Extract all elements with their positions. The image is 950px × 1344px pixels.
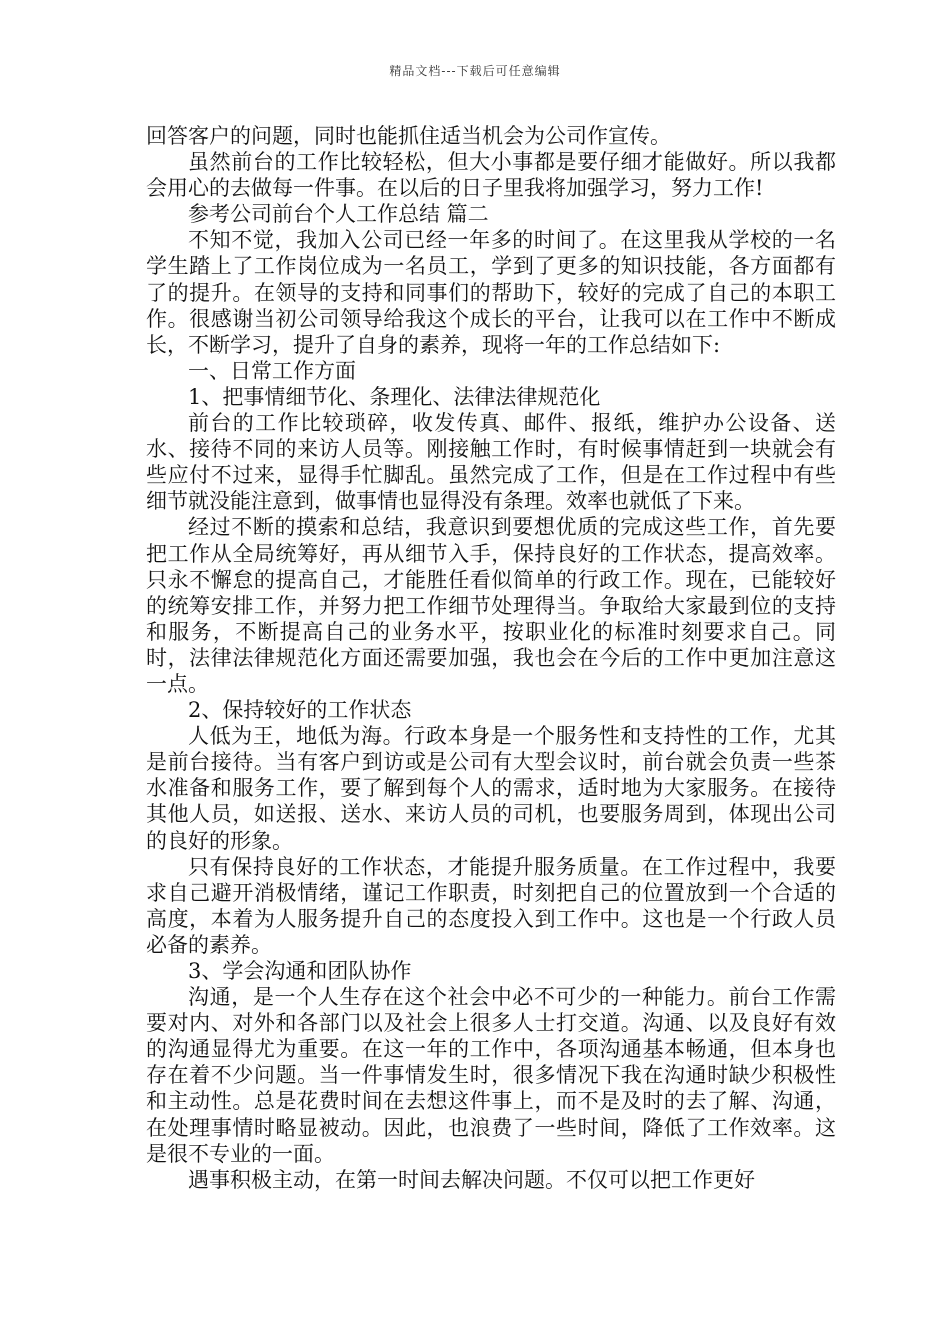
page-header: 精品文档---下载后可任意编辑: [389, 64, 561, 78]
paragraph-continuation: 回答客户的问题，同时也能抓住适当机会为公司作宣传。: [146, 124, 671, 148]
paragraph: 只有保持良好的工作状态，才能提升服务质量。在工作过程中，我要求自己避开消极情绪，谨记工作职责，时刻把自己的位置放到一个合适的高度，本着为人服务提升自己的态度投入到工作中。这也是一个行政人员必备的素养。: [146, 854, 836, 957]
paragraph: 虽然前台的工作比较轻松，但大小事都是要仔细才能做好。所以我都会用心的去做每一件事。在以后的日子里我将加强学习，努力工作!: [146, 150, 836, 201]
paragraph: 人低为王，地低为海。行政本身是一个服务性和支持性的工作，尤其是前台接待。当有客户到访或是公司有大型会议时，前台就会负责一些茶水准备和服务工作，要了解到每个人的需求，适时地为大家服务。在接待其他人员，如送报、送水、来访人员的司机，也要服务周到，体现出公司的良好的形象。: [146, 724, 836, 853]
document-body: [146, 123, 836, 1193]
paragraph: 遇事积极主动，在第一时间去解决问题。不仅可以把工作更好: [188, 1167, 755, 1192]
subsection-heading: 1、把事情细节化、条理化、法律法律规范化: [188, 384, 601, 409]
subsection-heading: 3、学会沟通和团队协作: [188, 959, 412, 983]
paragraph: 沟通，是一个人生存在这个社会中必不可少的一种能力。前台工作需要对内、对外和各部门以及社会上很多人士打交道。沟通、以及良好有效的沟通显得尤为重要。在这一年的工作中，各项沟通基本畅通，但本身也存在着不少问题。当一件事情发生时，很多情况下我在沟通时缺少积极性和主动性。总是花费时间在去想这件事上，而不是及时的去了解、沟通，在处理事情时略显被动。因此，也浪费了一些时间，降低了工作效率。这是很不专业的一面。: [146, 985, 836, 1166]
section-heading: 一、日常工作方面: [188, 358, 356, 383]
paragraph: 经过不断的摸索和总结，我意识到要想优质的完成这些工作，首先要把工作从全局统筹好，再从细节入手，保持良好的工作状态，提高效率。只永不懈怠的提高自己，才能胜任看似简单的行政工作。现在，已能较好的统筹安排工作，并努力把工作细节处理得当。争取给大家最到位的支持和服务，不断提高自己的业务水平，按职业化的标准时刻要求自己。同时，法律法律规范化方面还需要加强，我也会在今后的工作中更加注意这一点。: [146, 515, 836, 696]
subsection-heading: 2、保持较好的工作状态: [188, 698, 412, 723]
paragraph: 不知不觉，我加入公司已经一年多的时间了。在这里我从学校的一名学生踏上了工作岗位成为一名员工，学到了更多的知识技能，各方面都有了的提升。在领导的支持和同事们的帮助下，较好的完成了自己的本职工作。很感谢当初公司领导给我这个成长的平台，让我可以在工作中不断成长，不断学习，提升了自身的素养，现将一年的工作总结如下:: [146, 228, 836, 357]
paragraph: 前台的工作比较琐碎，收发传真、邮件、报纸，维护办公设备、送水、接待不同的来访人员等。刚接触工作时，有时候事情赶到一块就会有些应付不过来，显得手忙脚乱。虽然完成了工作，但是在工作过程中有些细节就没能注意到，做事情也显得没有条理。效率也就低了下来。: [146, 411, 836, 514]
section-title: 参考公司前台个人工作总结 篇二: [188, 202, 489, 227]
